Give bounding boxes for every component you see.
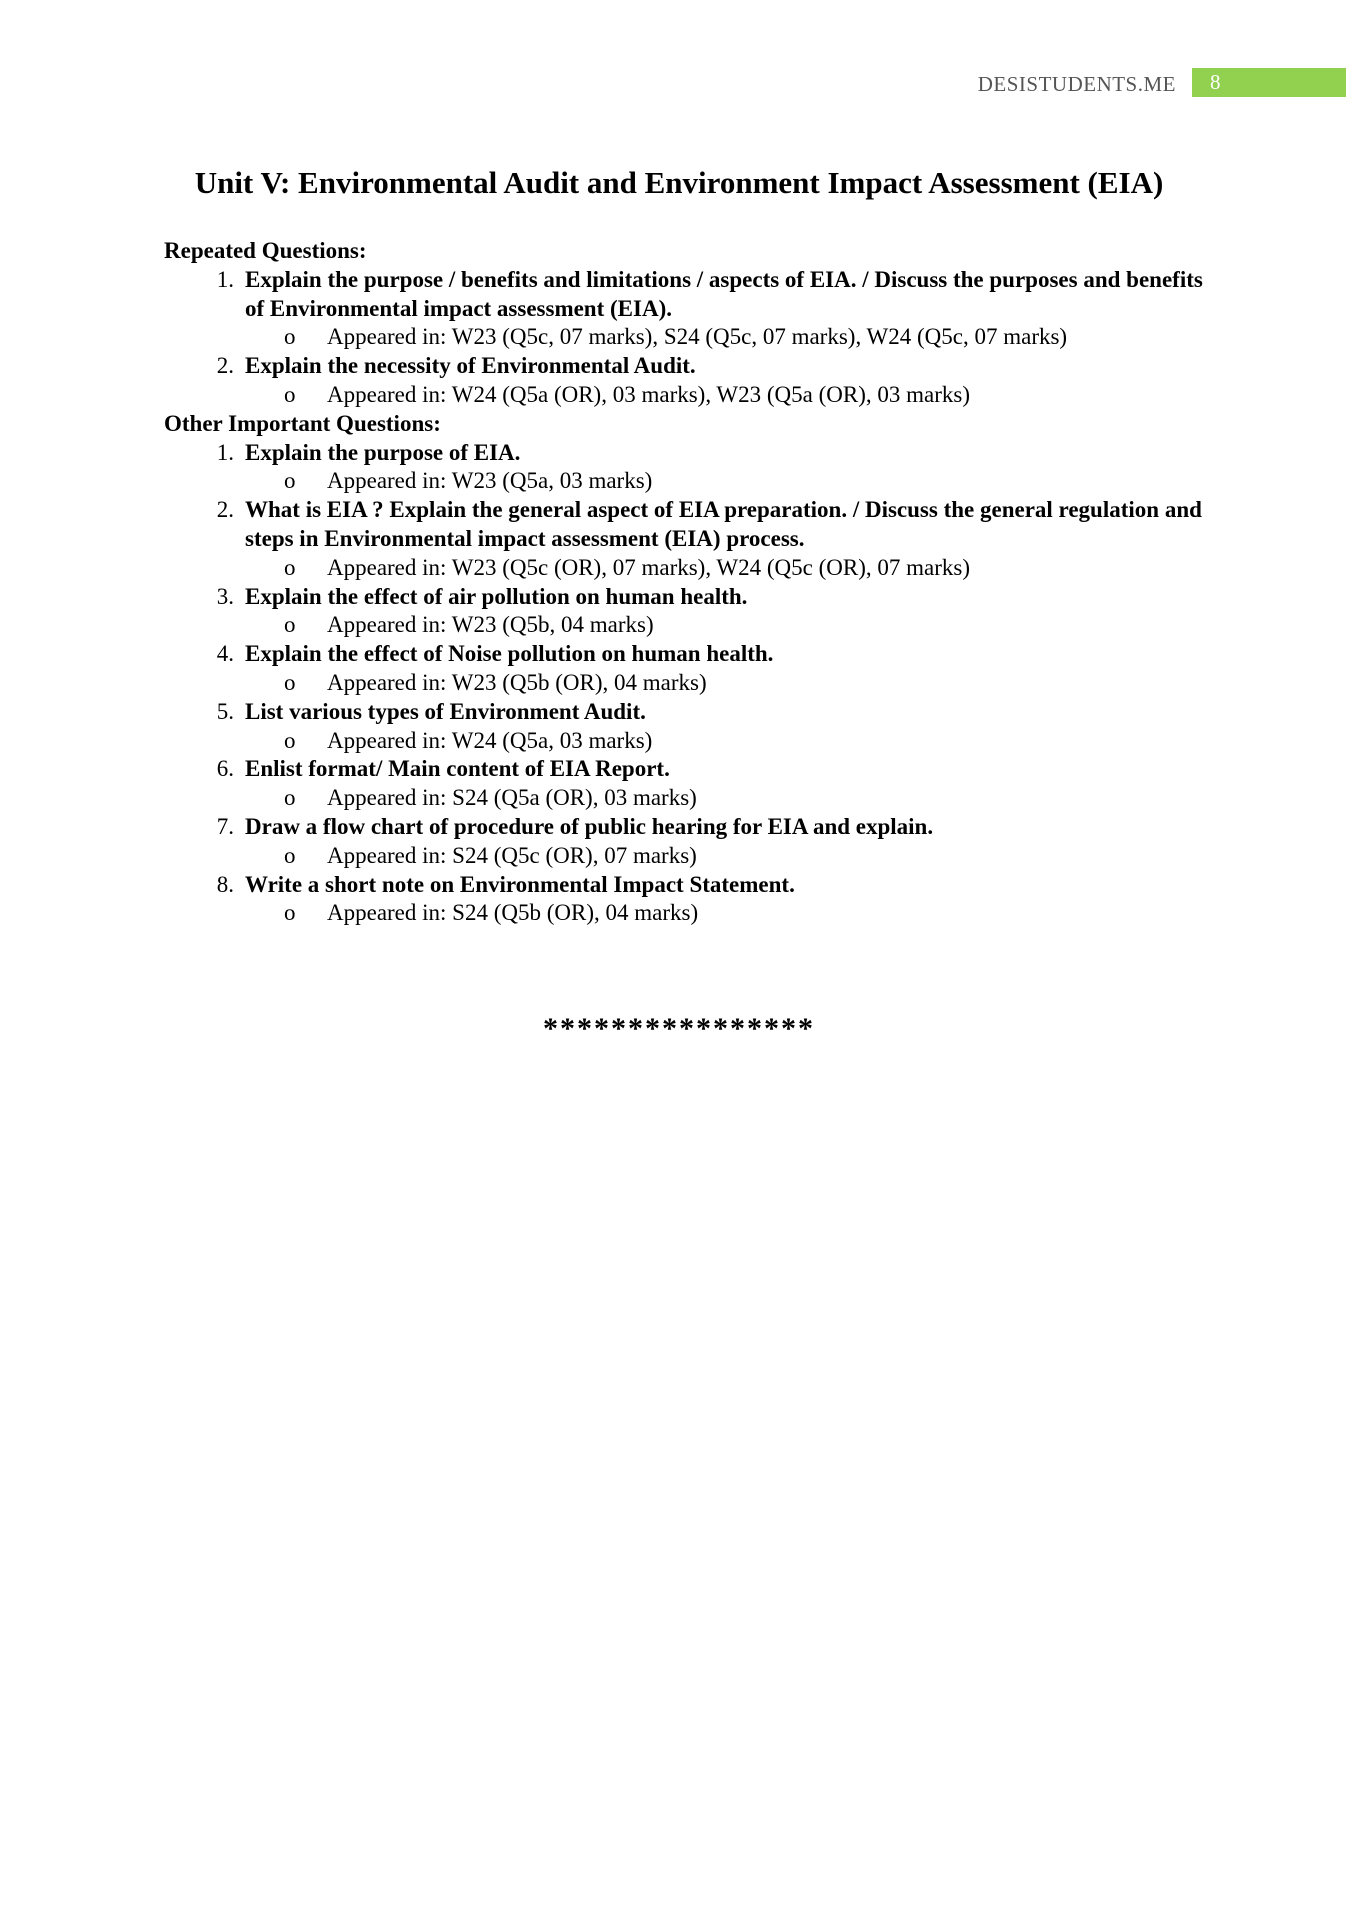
- appeared-in-item: [164, 467, 1204, 496]
- question-number: 2.: [216, 353, 234, 379]
- question-text: Explain the effect of air pollution on human health.: [245, 583, 748, 609]
- question-list: [164, 237, 1204, 928]
- appeared-in-item: [164, 323, 1204, 352]
- appeared-in-item: [164, 842, 1204, 871]
- question-number: 1.: [216, 439, 234, 465]
- bullet-icon: o: [284, 727, 296, 753]
- question-number: 1.: [216, 266, 234, 292]
- bullet-icon: o: [284, 612, 296, 638]
- question-number: 4.: [216, 641, 234, 667]
- bullet-icon: o: [284, 381, 296, 407]
- page-title: Unit V: Environmental Audit and Environment Impact Assessment (EIA): [194, 165, 1164, 200]
- question-text: Enlist format/ Main content of EIA Report.: [245, 756, 670, 782]
- question-item: [164, 813, 1204, 842]
- question-text: What is EIA ? Explain the general aspect of EIA preparation. / Discuss the general regulation and steps in Environmental impact assessment (EIA) process.: [245, 497, 1202, 551]
- appeared-in-item: [164, 554, 1204, 583]
- question-item: [164, 352, 1204, 381]
- question-number: 5.: [216, 698, 234, 724]
- bullet-icon: o: [284, 785, 296, 811]
- question-text: Explain the purpose of EIA.: [245, 439, 521, 465]
- question-number: 3.: [216, 583, 234, 609]
- appeared-in-text: Appeared in: S24 (Q5c (OR), 07 marks): [327, 842, 697, 868]
- question-text: Write a short note on Environmental Impact Statement.: [245, 871, 795, 897]
- question-item: [164, 266, 1204, 324]
- question-item: [164, 871, 1204, 900]
- appeared-in-text: Appeared in: S24 (Q5b (OR), 04 marks): [327, 900, 699, 926]
- bullet-icon: o: [284, 669, 296, 695]
- question-number: 6.: [216, 756, 234, 782]
- question-text: Draw a flow chart of procedure of public hearing for EIA and explain.: [245, 813, 934, 839]
- question-item: [164, 755, 1204, 784]
- question-item: [164, 640, 1204, 669]
- question-item: [164, 698, 1204, 727]
- appeared-in-item: [164, 381, 1204, 410]
- appeared-in-text: Appeared in: W23 (Q5b, 04 marks): [327, 612, 654, 638]
- question-text: Explain the effect of Noise pollution on human health.: [245, 641, 774, 667]
- footer-separator: ****************: [543, 1012, 815, 1045]
- question-item: [164, 583, 1204, 612]
- question-text: Explain the purpose / benefits and limitations / aspects of EIA. / Discuss the purposes and benefits of Environmental impact assessment (EIA).: [245, 266, 1203, 321]
- question-text: Explain the necessity of Environmental Audit.: [245, 353, 696, 379]
- bullet-icon: o: [284, 468, 296, 494]
- appeared-in-text: Appeared in: W23 (Q5a, 03 marks): [327, 468, 653, 494]
- question-item: [164, 439, 1204, 468]
- appeared-in-text: Appeared in: S24 (Q5a (OR), 03 marks): [327, 785, 697, 811]
- appeared-in-item: [164, 784, 1204, 813]
- appeared-in-item: [164, 611, 1204, 640]
- appeared-in-item: [164, 899, 1204, 928]
- header-brand: DESISTUDENTS.ME: [977, 72, 1176, 96]
- section-heading-other: Other Important Questions:: [164, 410, 441, 436]
- question-number: 8.: [216, 871, 234, 897]
- question-number: 7.: [216, 813, 234, 839]
- appeared-in-item: [164, 669, 1204, 698]
- appeared-in-text: Appeared in: W24 (Q5a, 03 marks): [327, 727, 653, 753]
- appeared-in-text: Appeared in: W23 (Q5c (OR), 07 marks), W24 (Q5c (OR), 07 marks): [327, 554, 970, 580]
- section-heading-repeated: Repeated Questions:: [164, 238, 367, 263]
- question-number: 2.: [216, 497, 234, 523]
- question-text: List various types of Environment Audit.: [245, 698, 646, 724]
- appeared-in-text: Appeared in: W23 (Q5c, 07 marks), S24 (Q5c, 07 marks), W24 (Q5c, 07 marks): [327, 324, 1068, 350]
- question-item: [164, 496, 1204, 554]
- appeared-in-item: [164, 727, 1204, 756]
- page-number: 8: [1192, 68, 1346, 97]
- appeared-in-text: Appeared in: W23 (Q5b (OR), 04 marks): [327, 669, 707, 695]
- bullet-icon: o: [284, 900, 296, 926]
- bullet-icon: o: [284, 324, 296, 350]
- appeared-in-text: Appeared in: W24 (Q5a (OR), 03 marks), W23 (Q5a (OR), 03 marks): [327, 381, 970, 407]
- bullet-icon: o: [284, 554, 296, 580]
- bullet-icon: o: [284, 842, 296, 868]
